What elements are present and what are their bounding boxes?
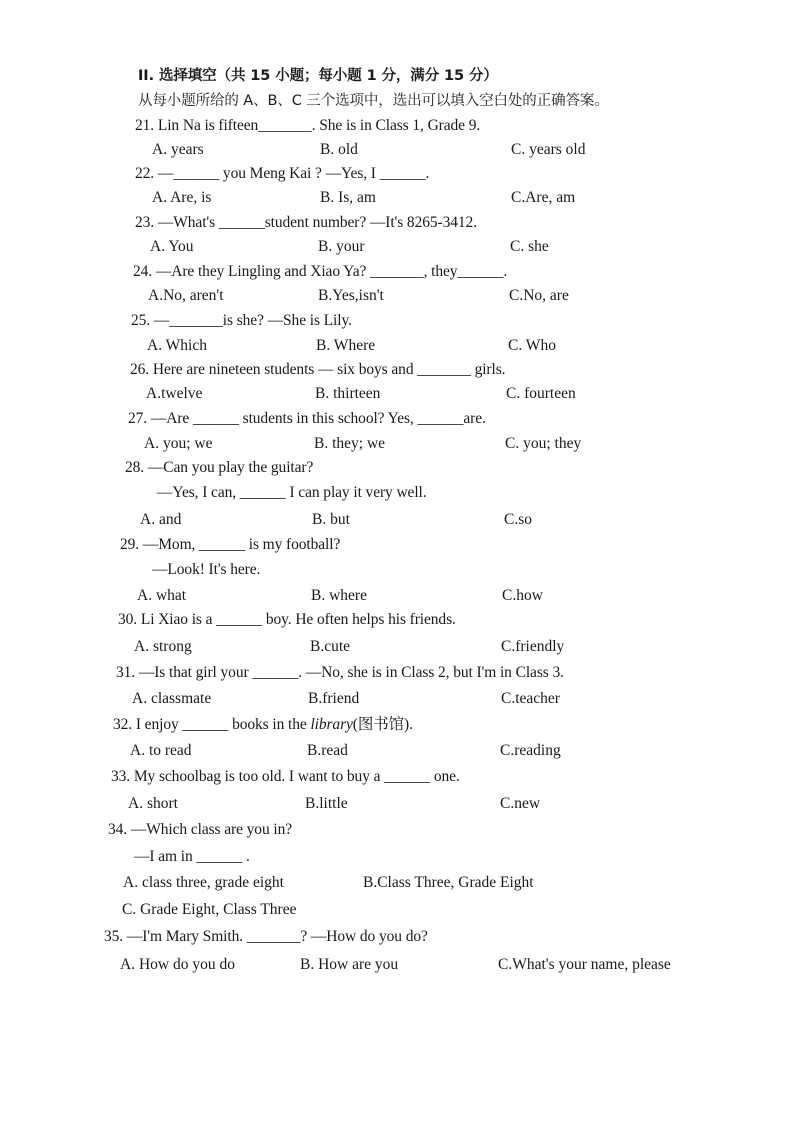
- question-28-option-b: B. but: [312, 511, 350, 528]
- question-32-italic-word: library: [310, 716, 353, 733]
- section-heading: II. 选择填空（共 15 小题；每小题 1 分，满分 15 分）: [138, 68, 498, 84]
- question-27-option-b: B. they; we: [314, 435, 386, 452]
- question-33-option-a: A. short: [128, 795, 178, 812]
- question-21-option-b: B. old: [320, 141, 358, 158]
- question-29-option-c: C.how: [502, 587, 543, 604]
- section-instruction: 从每小题所给的 A、B、C 三个选项中，选出可以填入空白处的正确答案。: [138, 93, 609, 109]
- question-28-stem: 28. —Can you play the guitar?: [125, 459, 314, 476]
- question-32-option-b: B.read: [307, 742, 348, 759]
- question-35-option-c: C.What's your name, please: [498, 956, 671, 973]
- question-32-option-a: A. to read: [130, 742, 192, 759]
- question-22-option-a: A. Are, is: [152, 189, 212, 206]
- question-26-option-c: C. fourteen: [506, 385, 576, 402]
- question-21-option-a: A. years: [152, 141, 204, 158]
- question-33-stem: 33. My schoolbag is too old. I want to buy a ______ one.: [111, 768, 460, 785]
- question-31-option-c: C.teacher: [501, 690, 560, 707]
- question-30-option-a: A. strong: [134, 638, 192, 655]
- question-22-stem: 22. —______ you Meng Kai ? —Yes, I ______.: [135, 165, 430, 182]
- question-23-option-b: B. your: [318, 238, 365, 255]
- question-25-option-b: B. Where: [316, 337, 376, 354]
- question-31-option-b: B.friend: [308, 690, 360, 707]
- question-34-reply: —I am in ______ .: [134, 848, 250, 865]
- question-35-option-b: B. How are you: [300, 956, 399, 973]
- question-29-option-a: A. what: [137, 587, 187, 604]
- question-26-option-a: A.twelve: [146, 385, 203, 402]
- question-21-option-c: C. years old: [511, 141, 586, 158]
- question-24-stem: 24. —Are they Lingling and Xiao Ya? _______, they______.: [133, 263, 508, 280]
- question-22-option-b: B. Is, am: [320, 189, 376, 206]
- question-32-stem: [113, 715, 413, 735]
- question-25-option-a: A. Which: [147, 337, 207, 354]
- question-34-option-b: B.Class Three, Grade Eight: [363, 874, 534, 891]
- question-32-stem-text: 32. I enjoy ______ books in the: [113, 716, 311, 733]
- question-29-stem: 29. —Mom, ______ is my football?: [120, 536, 341, 553]
- question-24-option-b: B.Yes,isn't: [318, 287, 384, 304]
- question-23-option-a: A. You: [150, 238, 194, 255]
- question-24-option-c: C.No, are: [509, 287, 569, 304]
- question-26-option-b: B. thirteen: [315, 385, 381, 402]
- question-23-stem: 23. —What's ______student number? —It's 8265-3412.: [135, 214, 477, 231]
- question-25-option-c: C. Who: [508, 337, 556, 354]
- question-34-stem: 34. —Which class are you in?: [108, 821, 293, 838]
- question-31-option-a: A. classmate: [132, 690, 212, 707]
- question-24-option-a: A.No, aren't: [148, 287, 224, 304]
- question-35-option-a: A. How do you do: [120, 956, 235, 973]
- question-32-option-c: C.reading: [500, 742, 561, 759]
- question-28-option-c: C.so: [504, 511, 532, 528]
- question-27-option-c: C. you; they: [505, 435, 582, 452]
- question-30-option-c: C.friendly: [501, 638, 565, 655]
- question-27-option-a: A. you; we: [144, 435, 213, 452]
- question-29-option-b: B. where: [311, 587, 367, 604]
- question-31-stem: 31. —Is that girl your ______. —No, she is in Class 2, but I'm in Class 3.: [116, 664, 564, 681]
- question-28-option-a: A. and: [140, 511, 182, 528]
- question-35-stem: 35. —I'm Mary Smith. _______? —How do you do?: [104, 928, 428, 945]
- question-22-option-c: C.Are, am: [511, 189, 576, 206]
- question-27-stem: 27. —Are ______ students in this school? Yes, ______are.: [128, 410, 486, 427]
- question-33-option-c: C.new: [500, 795, 541, 812]
- question-25-stem: 25. —_______is she? —She is Lily.: [131, 312, 352, 329]
- question-26-stem: 26. Here are nineteen students — six boys and _______ girls.: [130, 361, 506, 378]
- question-21-stem: 21. Lin Na is fifteen_______. She is in Class 1, Grade 9.: [135, 117, 481, 134]
- question-23-option-c: C. she: [510, 238, 549, 255]
- question-33-option-b: B.little: [305, 795, 348, 812]
- question-34-option-c: C. Grade Eight, Class Three: [122, 901, 297, 918]
- question-34-option-a: A. class three, grade eight: [123, 874, 284, 891]
- question-29-reply: —Look! It's here.: [152, 561, 261, 578]
- question-30-stem: 30. Li Xiao is a ______ boy. He often helps his friends.: [118, 611, 456, 628]
- question-32-stem-gloss: (图书馆).: [352, 716, 413, 733]
- question-28-reply: —Yes, I can, ______ I can play it very well.: [157, 484, 427, 501]
- question-30-option-b: B.cute: [310, 638, 351, 655]
